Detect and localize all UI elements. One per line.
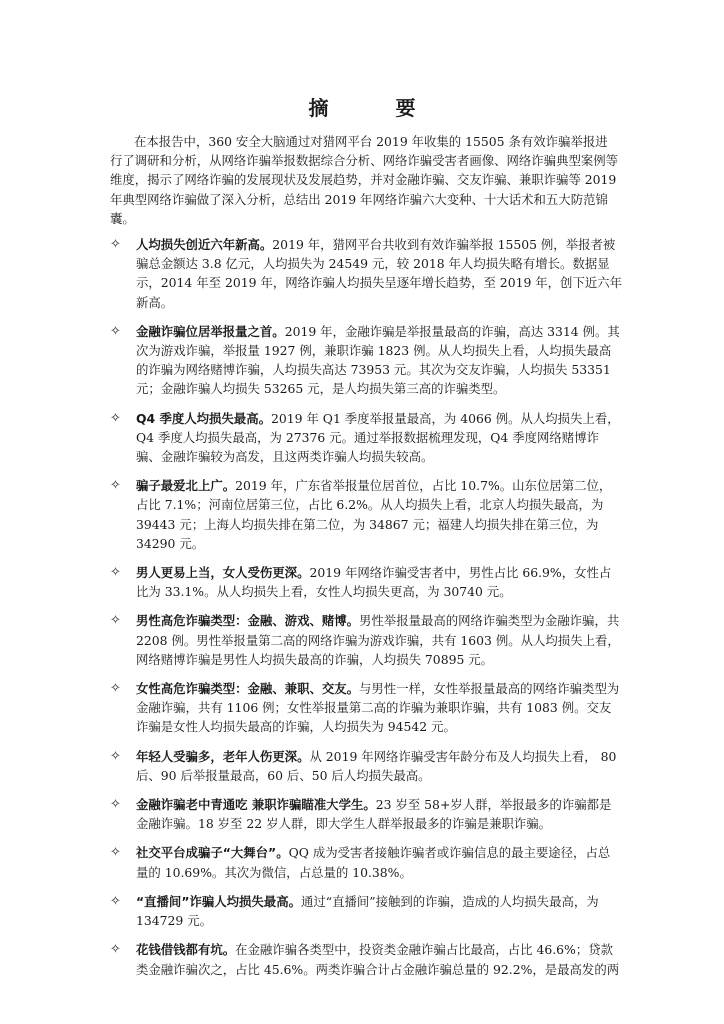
diamond-bullet-icon: ✧ bbox=[110, 681, 121, 697]
summary-item bbox=[110, 892, 622, 930]
diamond-bullet-icon: ✧ bbox=[110, 323, 121, 339]
item-heading: 花钱借钱都有坑。 bbox=[136, 942, 236, 958]
item-text: 从 2019 年网络诈骗受害年龄分布及人均损失上看， 80 后、90 后举报量最高，60 后、50 后人均损失最高。 bbox=[136, 748, 617, 783]
diamond-bullet-icon: ✧ bbox=[110, 845, 121, 861]
summary-item bbox=[110, 795, 622, 833]
item-heading: 女性高危诈骗类型：金融、兼职、交友。 bbox=[136, 681, 360, 697]
summary-list bbox=[110, 235, 622, 989]
summary-item bbox=[110, 322, 622, 399]
item-heading: Q4 季度人均损失最高。 bbox=[136, 410, 271, 426]
summary-item bbox=[110, 409, 622, 467]
summary-item bbox=[110, 747, 622, 785]
item-text: 2019 年网络诈骗受害者中，男性占比 66.9%，女性占比为 33.1%。从人均损失上看，女性人均损失更高，为 30740 元。 bbox=[136, 565, 612, 600]
page-title: 摘 要 bbox=[308, 96, 446, 120]
item-text: QQ 成为受害者接触诈骗者或诈骗信息的最主要途径，占总量的 10.69%。其次为微信，占总量的 10.38%。 bbox=[136, 845, 611, 880]
diamond-bullet-icon: ✧ bbox=[110, 893, 121, 909]
summary-item bbox=[110, 476, 622, 553]
item-heading: 金融诈骗位居举报量之首。 bbox=[136, 323, 285, 339]
diamond-bullet-icon: ✧ bbox=[110, 748, 121, 764]
item-text: 通过“直播间”接触到的诈骗，造成的人均损失最高，为 134729 元。 bbox=[136, 893, 599, 929]
diamond-bullet-icon: ✧ bbox=[110, 613, 121, 629]
item-heading: 男性高危诈骗类型：金融、游戏、赌博。 bbox=[136, 613, 360, 629]
summary-item bbox=[110, 611, 622, 669]
item-text: 23 岁至 58+岁人群，举报最多的诈骗都是金融诈骗。18 岁至 22 岁人群，即大学生人群举报最多的诈骗是兼职诈骗。 bbox=[136, 797, 612, 832]
item-heading: 金融诈骗老中青通吃 兼职诈骗瞄准大学生。 bbox=[136, 797, 376, 813]
item-heading: 年轻人受骗多，老年人伤更深。 bbox=[136, 748, 310, 764]
diamond-bullet-icon: ✧ bbox=[110, 478, 121, 494]
summary-item bbox=[110, 679, 622, 737]
item-heading: 社交平台成骗子“大舞台”。 bbox=[136, 845, 289, 861]
diamond-bullet-icon: ✧ bbox=[110, 565, 121, 581]
item-text: 男性举报量最高的网络诈骗类型为金融诈骗，共 2208 例。男性举报量第二高的网络诈骗为游戏诈骗，共有 1603 例。从人均损失上看，网络赌博诈骗是男性人均损失最高的诈骗，人均损失 70895 元。 bbox=[136, 613, 620, 667]
summary-item bbox=[110, 563, 622, 601]
diamond-bullet-icon: ✧ bbox=[110, 942, 121, 958]
item-text: 2019 年 Q1 季度举报量最高，为 4066 例。从人均损失上看，Q4 季度人均损失最高，为 27376 元。通过举报数据梳理发现，Q4 季度网络赌博诈骗、金融诈骗较为高发，且这两类诈骗人均损失较高。 bbox=[136, 410, 620, 465]
item-text: 2019 年，金融诈骗是举报量最高的诈骗，高达 3314 例。其次为游戏诈骗，举报量 1927 例，兼职诈骗 1823 例。从人均损失上看，人均损失最高的诈骗为网络赌博诈骗，人均损失高达 73953 元。其次为交友诈骗，人均损失 53351 元；金融诈骗人均损失 53265 元，是人均损失第三高的诈骗类型。 bbox=[136, 323, 620, 397]
item-text: 2019 年，猎网平台共收到有效诈骗举报 15505 例，举报者被骗总金额达 3.8 亿元，人均损失为 24549 元，较 2018 年人均损失略有增长。数据显示，2014 年至 2019 年，网络诈骗人均损失呈逐年增长趋势，至 2019 年，创下近六年新高。 bbox=[136, 237, 623, 310]
item-text: 与男性一样，女性举报量最高的网络诈骗类型为金融诈骗，共有 1106 例；女性举报量第二高的诈骗为兼职诈骗，共有 1083 例。交友诈骗是女性人均损失最高的诈骗，人均损失为 94542 元。 bbox=[136, 681, 620, 735]
item-heading: 人均损失创近六年新高。 bbox=[136, 237, 273, 252]
item-text: 2019 年，广东省举报量位居首位，占比 10.7%。山东位居第二位，占比 7.1%；河南位居第三位，占比 6.2%。从人均损失上看，北京人均损失最高，为 39443 元；上海人均损失排在第二位，为 34867 元；福建人均损失排在第三位，为 34290 元。 bbox=[136, 478, 612, 551]
item-text: 在金融诈骗各类型中，投资类金融诈骗占比最高，占比 46.6%；贷款类金融诈骗次之，占比 45.6%。两类诈骗合计占金融诈骗总量的 92.2%，是最高发的两 bbox=[136, 942, 620, 977]
intro-paragraph: 在本报告中，360 安全大脑通过对猎网平台 2019 年收集的 15505 条有效诈骗举报进行了调研和分析，从网络诈骗举报数据综合分析、网络诈骗受害者画像、网络诈骗典型案例等维度，揭示了网络诈骗的发展现状及发展趋势，并对金融诈骗、交友诈骗、兼职诈骗等 2019 年典型网络诈骗做了深入分析，总结出 2019 年网络诈骗六大变种、十大话术和五大防范锦囊。 bbox=[110, 134, 619, 226]
item-heading: “直播间”诈骗人均损失最高。 bbox=[136, 893, 301, 909]
summary-item bbox=[110, 940, 622, 978]
diamond-bullet-icon: ✧ bbox=[110, 797, 121, 813]
diamond-bullet-icon: ✧ bbox=[110, 237, 121, 252]
summary-item bbox=[110, 843, 622, 881]
item-heading: 骗子最爱北上广。 bbox=[136, 478, 236, 494]
item-heading: 男人更易上当，女人受伤更深。 bbox=[136, 565, 310, 581]
diamond-bullet-icon: ✧ bbox=[110, 410, 121, 426]
summary-item bbox=[110, 235, 622, 312]
